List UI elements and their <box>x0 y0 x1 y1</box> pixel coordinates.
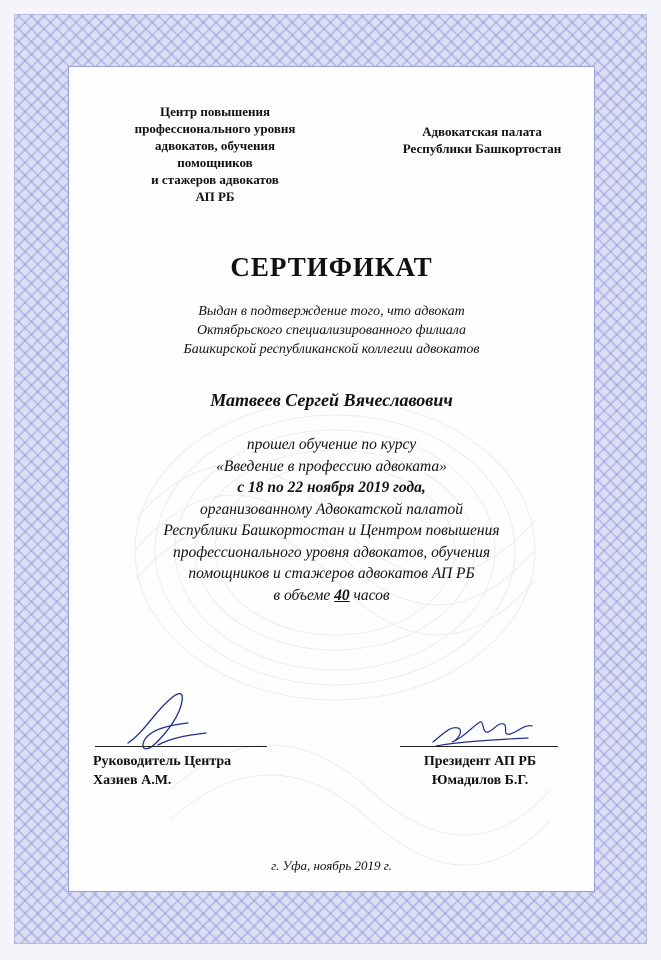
issuer-right: Адвокатская палата Республики Башкортостан <box>402 124 562 156</box>
signature-line-right <box>400 746 558 747</box>
issuer-left: Центр повышения профессионального уровня адвокатов, обучения помощников и стажеров адвокатов АП РБ <box>134 104 296 204</box>
signatory-left: Руководитель Центра Хазиев А.М. <box>93 754 232 788</box>
course-hours: в объеме 40 часов <box>273 586 390 604</box>
course-dates: с 18 по 22 ноября 2019 года, <box>237 479 426 496</box>
certificate-title: СЕРТИФИКАТ <box>230 252 433 282</box>
course-details: прошел обучение по курсу «Введение в профессию адвоката» с 18 по 22 ноября 2019 года, организованному Адвокатской палатой Республики Башкортостан и Центром повышения профессионального уровня адвокатов, обучения помощников и стажеров адвокатов АП РБ в объеме 40 часов <box>68 434 595 606</box>
intro-text: Выдан в подтверждение того, что адвокат Октябрьского специализированного филиала Башкирской республиканской коллегии адвокатов <box>183 304 480 357</box>
course-name: «Введение в профессию адвоката» <box>216 457 447 475</box>
signatory-right: Президент АП РБ Юмадилов Б.Г. <box>423 754 537 788</box>
signature-line-left <box>95 746 267 747</box>
signature-right <box>428 712 538 754</box>
place-and-date: г. Уфа, ноябрь 2019 г. <box>271 858 392 873</box>
recipient-name: Матвеев Сергей Вячеславович <box>210 390 453 410</box>
